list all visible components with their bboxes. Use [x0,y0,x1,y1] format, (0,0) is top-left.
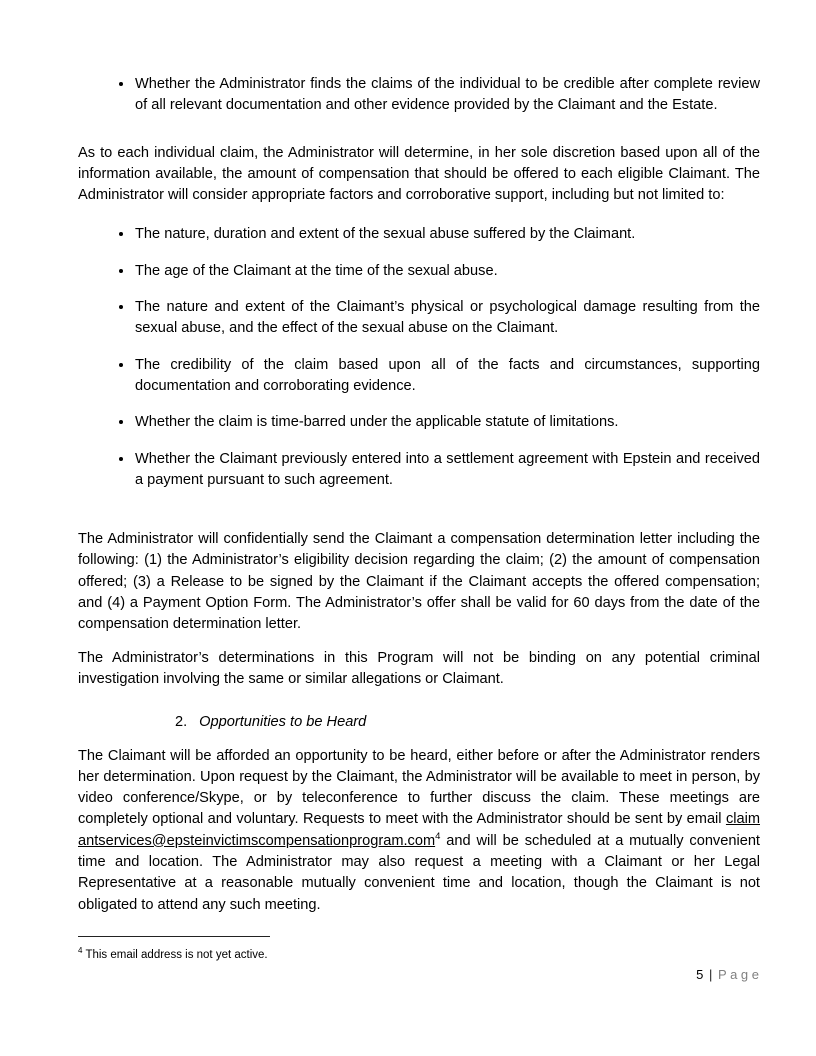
list-item: • The age of the Claimant at the time of the sexual abuse. [134,261,760,282]
paragraph-determination-letter: The Administrator will confidentially send the Claimant a compensation determination letter including the following: (1) the Administrator’s eligibility decision regarding the claim; (2) the amount of compensation offered; (3) a Release to be signed by the Claimant if the Claimant accepts the offered compensation; and (4) a Payment Option Form. The Administrator’s offer shall be valid for 60 days from the date of the compensation determination letter. [78,531,760,633]
list-item: • Whether the Administrator finds the claims of the individual to be credible after complete review of all relevant documentation and other evidence provided by the Claimant and the Estate. [134,74,760,117]
list-item: • The nature and extent of the Claimant’s physical or psychological damage resulting from the sexual abuse, and the effect of the sexual abuse on the Claimant. [134,297,760,340]
paragraph-determination: As to each individual claim, the Administrator will determine, in her sole discretion based upon all of the information available, the amount of compensation that should be offered to each eligible Claimant. The Administrator will consider appropriate factors and corroborative support, including but not limited to: [78,144,760,204]
paragraph-not-binding: The Administrator’s determinations in this Program will not be binding on any potential criminal investigation involving the same or similar allegations or Claimant. [78,649,760,687]
footnote-reference-4: 4 [435,830,441,842]
footnote-separator [78,936,270,937]
page-number-separator: | [709,967,713,982]
credibility-bullet-list [78,74,760,117]
list-item: • Whether the claim is time-barred under the applicable statute of limitations. [134,412,760,433]
page-number-footer [696,967,759,982]
footnote-marker-4: 4 [78,946,83,955]
paragraph-text-after-link: and will be scheduled at a mutually convenient time and location. The Administrator may also request a meeting with a Claimant or her Legal Representative at a reasonable mutually convenient time and location, though the Claimant is not obligated to attend any such meeting. [78,832,760,913]
page-label: P a g e [718,967,759,982]
paragraph-text-before-link: The Claimant will be afforded an opportunity to be heard, either before or after the Administrator renders her determination. Upon request by the Claimant, the Administrator will be available to meet in person, by video conference/Skype, or by teleconference to further discuss the claim. These meetings are completely optional and voluntary. Requests to meet with the Administrator should be sent by email [78,747,760,828]
footnote-block [78,936,760,962]
claimant-services-email-link[interactable]: claimantservices@epsteinvictimscompensationprogram.com [78,811,760,849]
list-item: • The credibility of the claim based upon all of the facts and circumstances, supporting documentation and corroborating evidence. [134,355,760,398]
footnote-label: This email address is not yet active. [82,948,268,961]
list-item: • The nature, duration and extent of the sexual abuse suffered by the Claimant. [134,224,760,245]
paragraph-opportunities [78,746,760,916]
section-title: Opportunities to be Heard [199,714,367,731]
page-number: 5 [696,967,704,982]
factor-bullet-list [78,224,760,491]
page-content [78,74,760,928]
list-item: • Whether the Claimant previously entered into a settlement agreement with Epstein and received a payment pursuant to such agreement. [134,449,760,492]
section-number: 2. [175,714,188,731]
section-heading [78,712,760,733]
footnote-text [78,944,760,962]
